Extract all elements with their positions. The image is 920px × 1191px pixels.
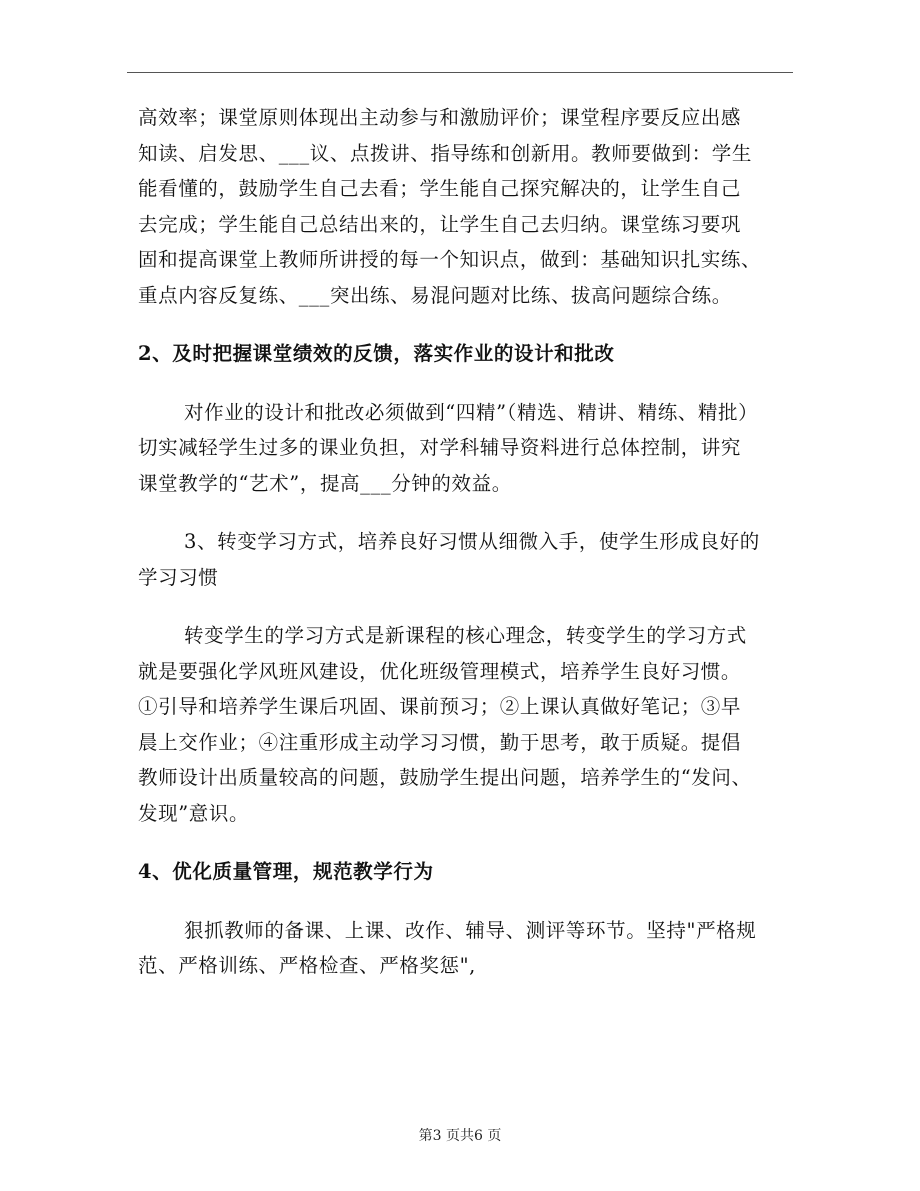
text-line: 狠抓教师的备课、上课、改作、辅导、测评等环节。坚持"严格规: [184, 918, 757, 942]
section-heading-2: [138, 336, 788, 372]
text-line: 学习习惯: [138, 565, 219, 589]
text-line: 晨上交作业；④注重形成主动学习习惯，勤于思考，敢于质疑。提倡: [138, 730, 742, 754]
text-line: 能看懂的，鼓励学生自己去看；学生能自己探究解决的，让学生自己: [138, 177, 742, 200]
page-number: 第3 页共6 页: [418, 1128, 502, 1144]
text-line: 发现”意识。: [138, 801, 250, 825]
text-line: 范、严格训练、严格检查、严格奖惩",: [138, 954, 476, 977]
heading-text: 4、优化质量管理，规范教学行为: [138, 860, 434, 883]
paragraph-quality-management: [138, 913, 788, 984]
text-line: 固和提高课堂上教师所讲授的每一个知识点，做到：基础知识扎实练、: [138, 248, 762, 271]
section-heading-4: [138, 854, 788, 890]
text-line: 教师设计出质量较高的问题，鼓励学生提出问题，培养学生的“发问、: [138, 766, 752, 789]
text-line: 转变学生的学习方式是新课程的核心理念，转变学生的学习方式: [184, 624, 747, 647]
header-rule: [127, 72, 793, 73]
heading-text: 2、及时把握课堂绩效的反馈，落实作业的设计和批改: [138, 342, 615, 365]
paragraph-learning-habits: [138, 618, 788, 831]
text-line: 对作业的设计和批改必须做到“四精”（精选、精讲、精练、精批）: [184, 400, 759, 424]
paragraph-homework: [138, 395, 788, 502]
document-body: [138, 100, 788, 984]
text-line: 去完成；学生能自己总结出来的，让学生自己去归纳。课堂练习要巩: [138, 212, 742, 236]
text-line: 知读、启发思、___议、点拨讲、指导练和创新用。教师要做到：学生: [138, 141, 752, 165]
section-heading-3: [138, 524, 788, 595]
text-line: 3、转变学习方式，培养良好习惯从细微入手，使学生形成良好的: [184, 530, 760, 553]
text-line: 课堂教学的“艺术”，提高___分钟的效益。: [138, 471, 512, 495]
paragraph-classroom-principles: [138, 100, 788, 313]
text-line: 就是要强化学风班风建设，优化班级管理模式，培养学生良好习惯。: [138, 659, 742, 683]
text-line: 高效率；课堂原则体现出主动参与和激励评价；课堂程序要反应出感: [138, 106, 742, 129]
text-line: ①引导和培养学生课后巩固、课前预习；②上课认真做好笔记；③早: [138, 695, 742, 718]
text-line: 切实减轻学生过多的课业负担，对学科辅导资料进行总体控制，讲究: [138, 436, 742, 459]
text-line: 重点内容反复练、___突出练、易混问题对比练、拔高问题综合练。: [138, 283, 732, 307]
